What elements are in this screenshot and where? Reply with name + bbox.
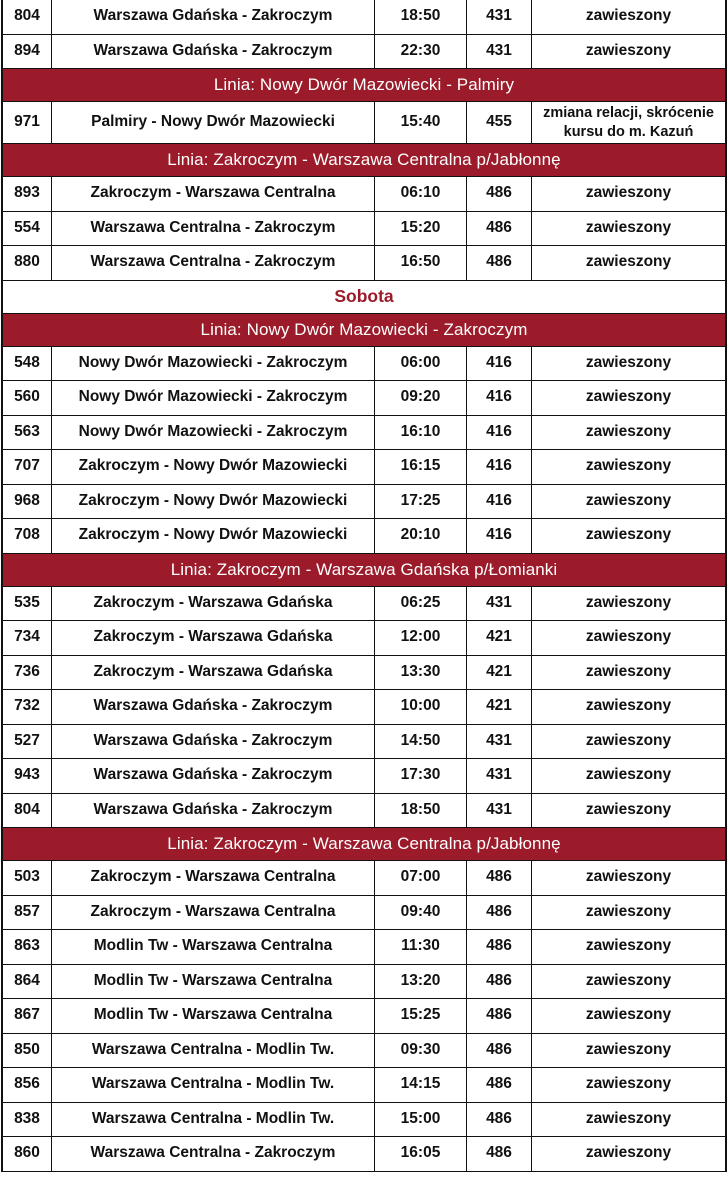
status-cell: zawieszony [585, 937, 672, 955]
table-row [3, 246, 725, 281]
table-row [3, 1034, 725, 1069]
status-cell: zawieszony [585, 457, 672, 475]
departure-time-cell: 16:15 [375, 450, 467, 484]
status-cell: zawieszony [585, 1144, 672, 1162]
route-cell: Warszawa Centralna - Modlin Tw. [52, 1068, 375, 1102]
line-number-cell: 486 [467, 212, 532, 246]
line-number-cell: 416 [467, 381, 532, 415]
table-row [3, 656, 725, 691]
train-number-cell: 863 [3, 930, 52, 964]
line-number-cell: 431 [467, 587, 532, 621]
departure-time-cell: 14:50 [375, 725, 467, 759]
line-number-cell: 486 [467, 1103, 532, 1137]
line-title: Linia: Zakroczym - Warszawa Gdańska p/Łomianki [170, 559, 558, 579]
table-row [3, 347, 725, 382]
train-number-cell: 856 [3, 1068, 52, 1102]
route-cell: Zakroczym - Warszawa Centralna [52, 861, 375, 895]
departure-time-cell: 13:30 [375, 656, 467, 690]
status-cell: zawieszony [585, 662, 672, 680]
line-number-cell: 486 [467, 861, 532, 895]
route-cell: Zakroczym - Nowy Dwór Mazowiecki [52, 485, 375, 519]
table-row [3, 102, 725, 144]
route-cell: Zakroczym - Warszawa Centralna [52, 177, 375, 211]
day-header [3, 281, 725, 314]
train-number-cell: 893 [3, 177, 52, 211]
status-cell: zawieszony [585, 353, 672, 371]
status-cell: zawieszony [585, 1075, 672, 1093]
train-number-cell: 850 [3, 1034, 52, 1068]
line-header [3, 554, 725, 587]
line-number-cell: 421 [467, 690, 532, 724]
status-cell: zawieszony [585, 902, 672, 920]
train-number-cell: 708 [3, 519, 52, 553]
train-number-cell: 563 [3, 416, 52, 450]
departure-time-cell: 18:50 [375, 794, 467, 828]
route-cell: Warszawa Gdańska - Zakroczym [52, 0, 375, 34]
line-number-cell: 486 [467, 177, 532, 211]
table-row [3, 485, 725, 520]
route-cell: Modlin Tw - Warszawa Centralna [52, 965, 375, 999]
train-number-cell: 734 [3, 621, 52, 655]
train-number-cell: 880 [3, 246, 52, 280]
departure-time-cell: 15:20 [375, 212, 467, 246]
train-number-cell: 736 [3, 656, 52, 690]
route-cell: Modlin Tw - Warszawa Centralna [52, 999, 375, 1033]
table-row [3, 794, 725, 829]
table-row [3, 759, 725, 794]
status-cell: zawieszony [585, 766, 672, 784]
status-cell: zawieszony [585, 491, 672, 509]
line-title: Linia: Nowy Dwór Mazowiecki - Zakroczym [200, 319, 528, 339]
route-cell: Modlin Tw - Warszawa Centralna [52, 930, 375, 964]
table-row [3, 621, 725, 656]
route-cell: Warszawa Centralna - Modlin Tw. [52, 1034, 375, 1068]
table-row [3, 1103, 725, 1138]
line-header [3, 69, 725, 102]
train-number-cell: 804 [3, 794, 52, 828]
train-number-cell: 804 [3, 0, 52, 34]
route-cell: Warszawa Centralna - Zakroczym [52, 246, 375, 280]
train-number-cell: 560 [3, 381, 52, 415]
line-title: Linia: Nowy Dwór Mazowiecki - Palmiry [213, 75, 515, 94]
status-cell: zawieszony [585, 971, 672, 989]
line-header [3, 314, 725, 347]
line-number-cell: 486 [467, 1034, 532, 1068]
route-cell: Zakroczym - Nowy Dwór Mazowiecki [52, 450, 375, 484]
train-number-cell: 732 [3, 690, 52, 724]
train-number-cell: 943 [3, 759, 52, 793]
train-number-cell: 838 [3, 1103, 52, 1137]
departure-time-cell: 10:00 [375, 690, 467, 724]
status-cell: zawieszony [585, 218, 672, 236]
status-cell: zawieszony [585, 731, 672, 749]
departure-time-cell: 13:20 [375, 965, 467, 999]
train-number-cell: 968 [3, 485, 52, 519]
table-row [3, 690, 725, 725]
departure-time-cell: 17:30 [375, 759, 467, 793]
line-number-cell: 486 [467, 999, 532, 1033]
line-number-cell: 431 [467, 35, 532, 69]
status-cell: zawieszony [585, 526, 672, 544]
table-row [3, 0, 725, 35]
route-cell: Warszawa Gdańska - Zakroczym [52, 794, 375, 828]
line-number-cell: 486 [467, 930, 532, 964]
route-cell: Warszawa Gdańska - Zakroczym [52, 690, 375, 724]
line-number-cell: 416 [467, 416, 532, 450]
route-cell: Nowy Dwór Mazowiecki - Zakroczym [52, 416, 375, 450]
status-cell: zawieszony [585, 253, 672, 271]
table-row [3, 381, 725, 416]
route-cell: Nowy Dwór Mazowiecki - Zakroczym [52, 347, 375, 381]
route-cell: Zakroczym - Nowy Dwór Mazowiecki [52, 519, 375, 553]
route-cell: Zakroczym - Warszawa Gdańska [52, 621, 375, 655]
line-number-cell: 486 [467, 1068, 532, 1102]
status-cell: zawieszony [585, 593, 672, 611]
status-cell: zawieszony [585, 388, 672, 406]
table-row [3, 1137, 725, 1172]
day-title: Sobota [334, 286, 394, 306]
train-number-cell: 894 [3, 35, 52, 69]
route-cell: Warszawa Gdańska - Zakroczym [52, 725, 375, 759]
departure-time-cell: 16:10 [375, 416, 467, 450]
table-row [3, 725, 725, 760]
line-number-cell: 416 [467, 485, 532, 519]
timetable [1, 0, 727, 1172]
table-row [3, 587, 725, 622]
status-cell: zawieszony [585, 868, 672, 886]
line-number-cell: 455 [467, 102, 532, 143]
departure-time-cell: 15:00 [375, 1103, 467, 1137]
route-cell: Nowy Dwór Mazowiecki - Zakroczym [52, 381, 375, 415]
line-number-cell: 421 [467, 656, 532, 690]
line-number-cell: 486 [467, 246, 532, 280]
status-cell: zawieszony [585, 1006, 672, 1024]
departure-time-cell: 11:30 [375, 930, 467, 964]
route-cell: Warszawa Centralna - Zakroczym [52, 1137, 375, 1171]
line-number-cell: 421 [467, 621, 532, 655]
departure-time-cell: 12:00 [375, 621, 467, 655]
route-cell: Warszawa Centralna - Modlin Tw. [52, 1103, 375, 1137]
line-number-cell: 431 [467, 0, 532, 34]
train-number-cell: 867 [3, 999, 52, 1033]
status-cell: zawieszony [585, 1040, 672, 1058]
status-cell: zawieszony [585, 628, 672, 646]
departure-time-cell: 16:05 [375, 1137, 467, 1171]
table-row [3, 35, 725, 70]
train-number-cell: 971 [3, 102, 52, 143]
table-row [3, 519, 725, 554]
route-cell: Warszawa Gdańska - Zakroczym [52, 35, 375, 69]
departure-time-cell: 14:15 [375, 1068, 467, 1102]
train-number-cell: 857 [3, 896, 52, 930]
line-number-cell: 431 [467, 794, 532, 828]
line-number-cell: 416 [467, 450, 532, 484]
train-number-cell: 860 [3, 1137, 52, 1171]
status-cell: zawieszony [585, 697, 672, 715]
departure-time-cell: 09:40 [375, 896, 467, 930]
departure-time-cell: 17:25 [375, 485, 467, 519]
status-cell: zawieszony [585, 184, 672, 202]
status-cell: zawieszony [585, 41, 672, 59]
train-number-cell: 554 [3, 212, 52, 246]
departure-time-cell: 07:00 [375, 861, 467, 895]
status-cell: zawieszony [585, 7, 672, 25]
departure-time-cell: 06:25 [375, 587, 467, 621]
departure-time-cell: 18:50 [375, 0, 467, 34]
departure-time-cell: 06:00 [375, 347, 467, 381]
table-row [3, 212, 725, 247]
line-number-cell: 431 [467, 725, 532, 759]
table-row [3, 1068, 725, 1103]
status-cell: zawieszony [585, 422, 672, 440]
departure-time-cell: 16:50 [375, 246, 467, 280]
line-header [3, 144, 725, 177]
route-cell: Warszawa Gdańska - Zakroczym [52, 759, 375, 793]
departure-time-cell: 09:30 [375, 1034, 467, 1068]
departure-time-cell: 06:10 [375, 177, 467, 211]
table-row [3, 999, 725, 1034]
table-row [3, 416, 725, 451]
departure-time-cell: 20:10 [375, 519, 467, 553]
route-cell: Zakroczym - Warszawa Gdańska [52, 656, 375, 690]
line-number-cell: 431 [467, 759, 532, 793]
table-row [3, 861, 725, 896]
table-row [3, 177, 725, 212]
table-row [3, 896, 725, 931]
departure-time-cell: 09:20 [375, 381, 467, 415]
line-number-cell: 416 [467, 347, 532, 381]
line-number-cell: 486 [467, 896, 532, 930]
route-cell: Zakroczym - Warszawa Gdańska [52, 587, 375, 621]
line-header [3, 828, 725, 861]
route-cell: Palmiry - Nowy Dwór Mazowiecki [52, 102, 375, 143]
line-number-cell: 486 [467, 1137, 532, 1171]
table-row [3, 930, 725, 965]
line-title: Linia: Zakroczym - Warszawa Centralna p/Jabłonnę [167, 834, 561, 853]
table-row [3, 450, 725, 485]
route-cell: Zakroczym - Warszawa Centralna [52, 896, 375, 930]
train-number-cell: 864 [3, 965, 52, 999]
departure-time-cell: 15:40 [375, 102, 467, 143]
departure-time-cell: 15:25 [375, 999, 467, 1033]
train-number-cell: 548 [3, 347, 52, 381]
table-row [3, 965, 725, 1000]
status-cell: zawieszony [585, 1109, 672, 1127]
line-number-cell: 486 [467, 965, 532, 999]
line-title: Linia: Zakroczym - Warszawa Centralna p/Jabłonnę [167, 150, 561, 169]
train-number-cell: 527 [3, 725, 52, 759]
departure-time-cell: 22:30 [375, 35, 467, 69]
route-cell: Warszawa Centralna - Zakroczym [52, 212, 375, 246]
train-number-cell: 503 [3, 861, 52, 895]
status-cell: zawieszony [585, 800, 672, 818]
line-number-cell: 416 [467, 519, 532, 553]
train-number-cell: 707 [3, 450, 52, 484]
train-number-cell: 535 [3, 587, 52, 621]
status-cell: zmiana relacji, skrócenie kursu do m. Kazuń [543, 105, 714, 140]
